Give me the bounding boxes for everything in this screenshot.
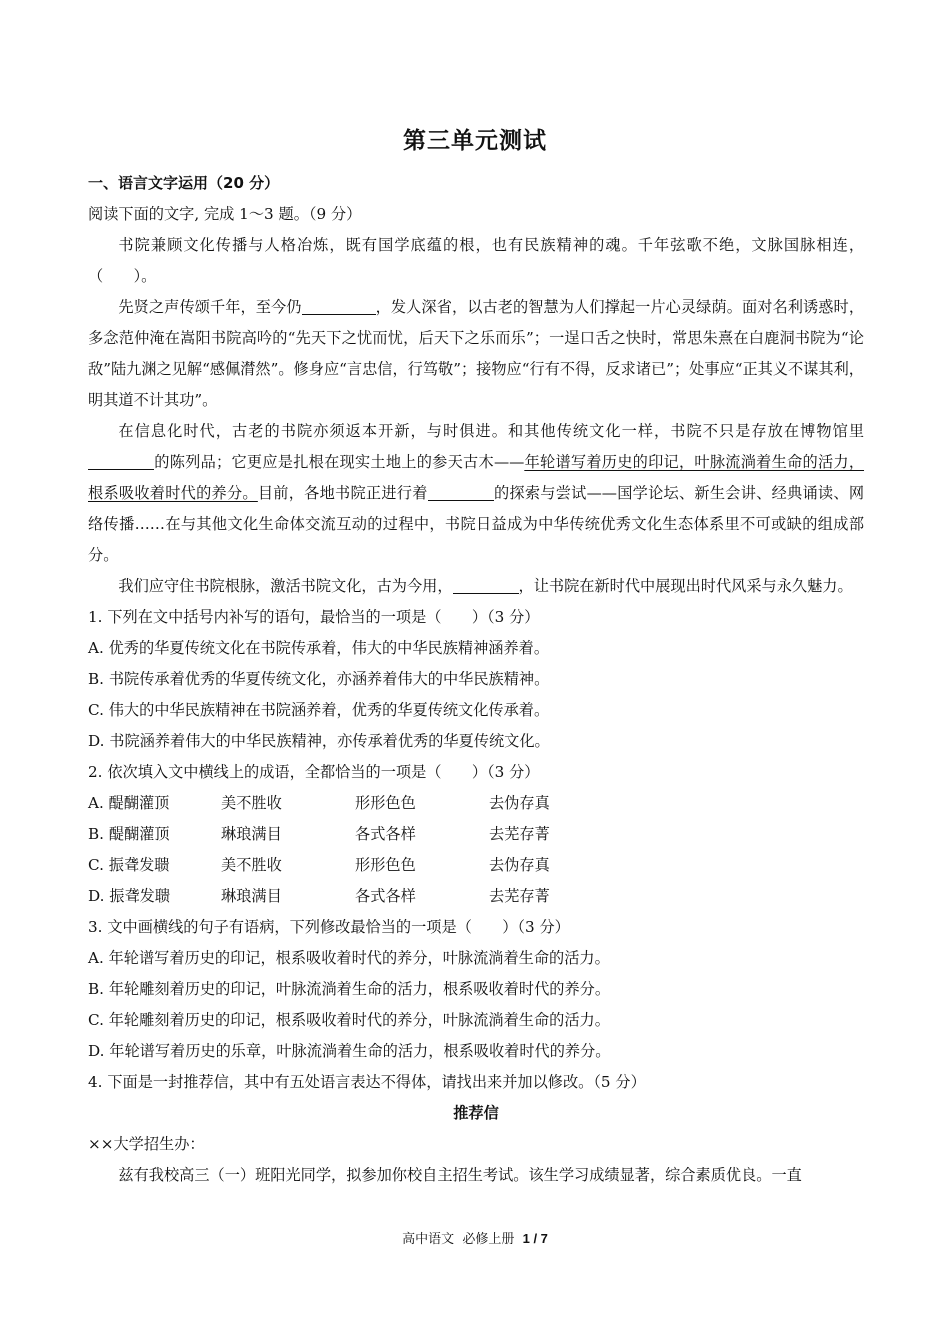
question-3-option-b: B. 年轮雕刻着历史的印记，叶脉流淌着生命的活力，根系吸收着时代的养分。 [88,980,611,998]
question-3-option-c: C. 年轮雕刻着历史的印记，根系吸收着时代的养分，叶脉流淌着生命的活力。 [88,1011,610,1029]
fill-blank-1 [302,298,376,315]
paragraph-text: 目前，各地书院正进行着 [257,484,428,502]
option-cell: 形形色色 [355,794,416,812]
passage-paragraph-3 [88,416,864,571]
passage-paragraph-2 [88,292,864,416]
passage-paragraph-1 [88,230,864,292]
question-2-option-c [88,850,864,881]
paragraph-text: 先贤之声传颂千年，至今仍 [118,298,302,316]
paragraph-text: ，发人深省，以古老的智慧为人们撑起一片心灵绿荫。面对名利诱惑时，多念范仲淹在嵩阳书院高吟的“先天下之忧而忧，后天下之乐而乐”；一逞口舌之快时，常思朱熹在白鹿洞书院为“论敌”陆九渊之见解“感佩潸然”。修身应“言忠信，行笃敬”；接物应“行有不得，反求诸已”；处事应“正其义不谋其利，明其道不计其功”。 [88,298,865,409]
option-cell: 琳琅满目 [221,887,282,905]
reading-instruction: 阅读下面的文字, 完成 1～3 题。（9 分） [88,205,362,223]
question-1-option-b: B. 书院传承着优秀的华夏传统文化，亦涵养着伟大的中华民族精神。 [88,670,550,688]
question-1-option-c: C. 伟大的中华民族精神在书院涵养着，优秀的华夏传统文化传承着。 [88,701,550,719]
fill-blank-4 [453,577,519,594]
paragraph-text: 的陈列品；它更应是扎根在现实土地上的参天古木—— [154,453,525,471]
option-cell: D. 振聋发聩 [88,887,171,905]
question-3-stem: 3. 文中画横线的句子有语病，下列修改最恰当的一项是（ ）（3 分） [88,918,570,936]
letter-salutation: ××大学招生办： [88,1135,205,1153]
page-footer [0,1228,950,1247]
option-cell: 美不胜收 [221,794,282,812]
question-1-stem: 1. 下列在文中括号内补写的语句，最恰当的一项是（ ）（3 分） [88,608,540,626]
option-cell: A. 醍醐灌顶 [88,794,170,812]
option-cell: 琳琅满目 [221,825,282,843]
paragraph-text: 书院兼顾文化传播与人格冶炼，既有国学底蕴的根，也有民族精神的魂。千年弦歌不绝，文脉国脉相连，（ ）。 [88,236,864,285]
option-cell: 美不胜收 [221,856,282,874]
paragraph-text: 的探索与尝试——国学论坛、新生会讲、经典诵读、网络传播……在与其他文化生命体交流互动的过程中，书院日益成为中华传统优秀文化生态体系里不可或缺的组成部分。 [88,484,865,564]
page-number: 1 / 7 [522,1231,548,1246]
question-2-stem: 2. 依次填入文中横线上的成语，全都恰当的一项是（ ）（3 分） [88,763,540,781]
passage-paragraph-4 [88,571,864,602]
fill-blank-3 [428,484,494,501]
question-2-option-b [88,819,864,850]
question-1-option-a: A. 优秀的华夏传统文化在书院传承着，伟大的中华民族精神涵养着。 [88,639,550,657]
paragraph-text: 在信息化时代，古老的书院亦须返本开新，与时俱进。和其他传统文化一样，书院不只是存放在博物馆里 [118,422,864,440]
letter-title: 推荐信 [453,1104,499,1122]
option-cell: 去芜存菁 [489,825,550,843]
question-3-option-a: A. 年轮谱写着历史的印记，根系吸收着时代的养分，叶脉流淌着生命的活力。 [88,949,610,967]
footer-course: 高中语文 必修上册 [402,1232,515,1247]
option-cell: 各式各样 [355,825,416,843]
option-cell: C. 振聋发聩 [88,856,170,874]
underlined-sentence: 年轮谱写着历史的印记，叶脉流淌着生命的活力，根系吸收着时代的养分。 [88,453,865,502]
fill-blank-2 [88,453,154,470]
question-4-stem: 4. 下面是一封推荐信，其中有五处语言表达不得体，请找出来并加以修改。（5 分） [88,1073,646,1091]
question-2-option-d [88,881,864,912]
option-cell: 去伪存真 [489,856,550,874]
question-3-option-d: D. 年轮谱写着历史的乐章，叶脉流淌着生命的活力，根系吸收着时代的养分。 [88,1042,611,1060]
option-cell: 去伪存真 [489,794,550,812]
option-cell: 各式各样 [355,887,416,905]
document-body [88,199,864,1191]
paragraph-text: ，让书院在新时代中展现出时代风采与永久魅力。 [518,577,853,595]
letter-first-line: 兹有我校高三（一）班阳光同学，拟参加你校自主招生考试。该生学习成绩显著，综合素质优良。一直 [118,1166,802,1184]
option-cell: B. 醍醐灌顶 [88,825,170,843]
page-title: 第三单元测试 [403,128,547,154]
question-1-option-d: D. 书院涵养着伟大的中华民族精神，亦传承着优秀的华夏传统文化。 [88,732,550,750]
paragraph-text: 我们应守住书院根脉，激活书院文化，古为今用， [118,577,453,595]
question-2-option-a [88,788,864,819]
section-heading: 一、语言文字运用（20 分） [88,174,280,192]
option-cell: 去芜存菁 [489,887,550,905]
option-cell: 形形色色 [355,856,416,874]
